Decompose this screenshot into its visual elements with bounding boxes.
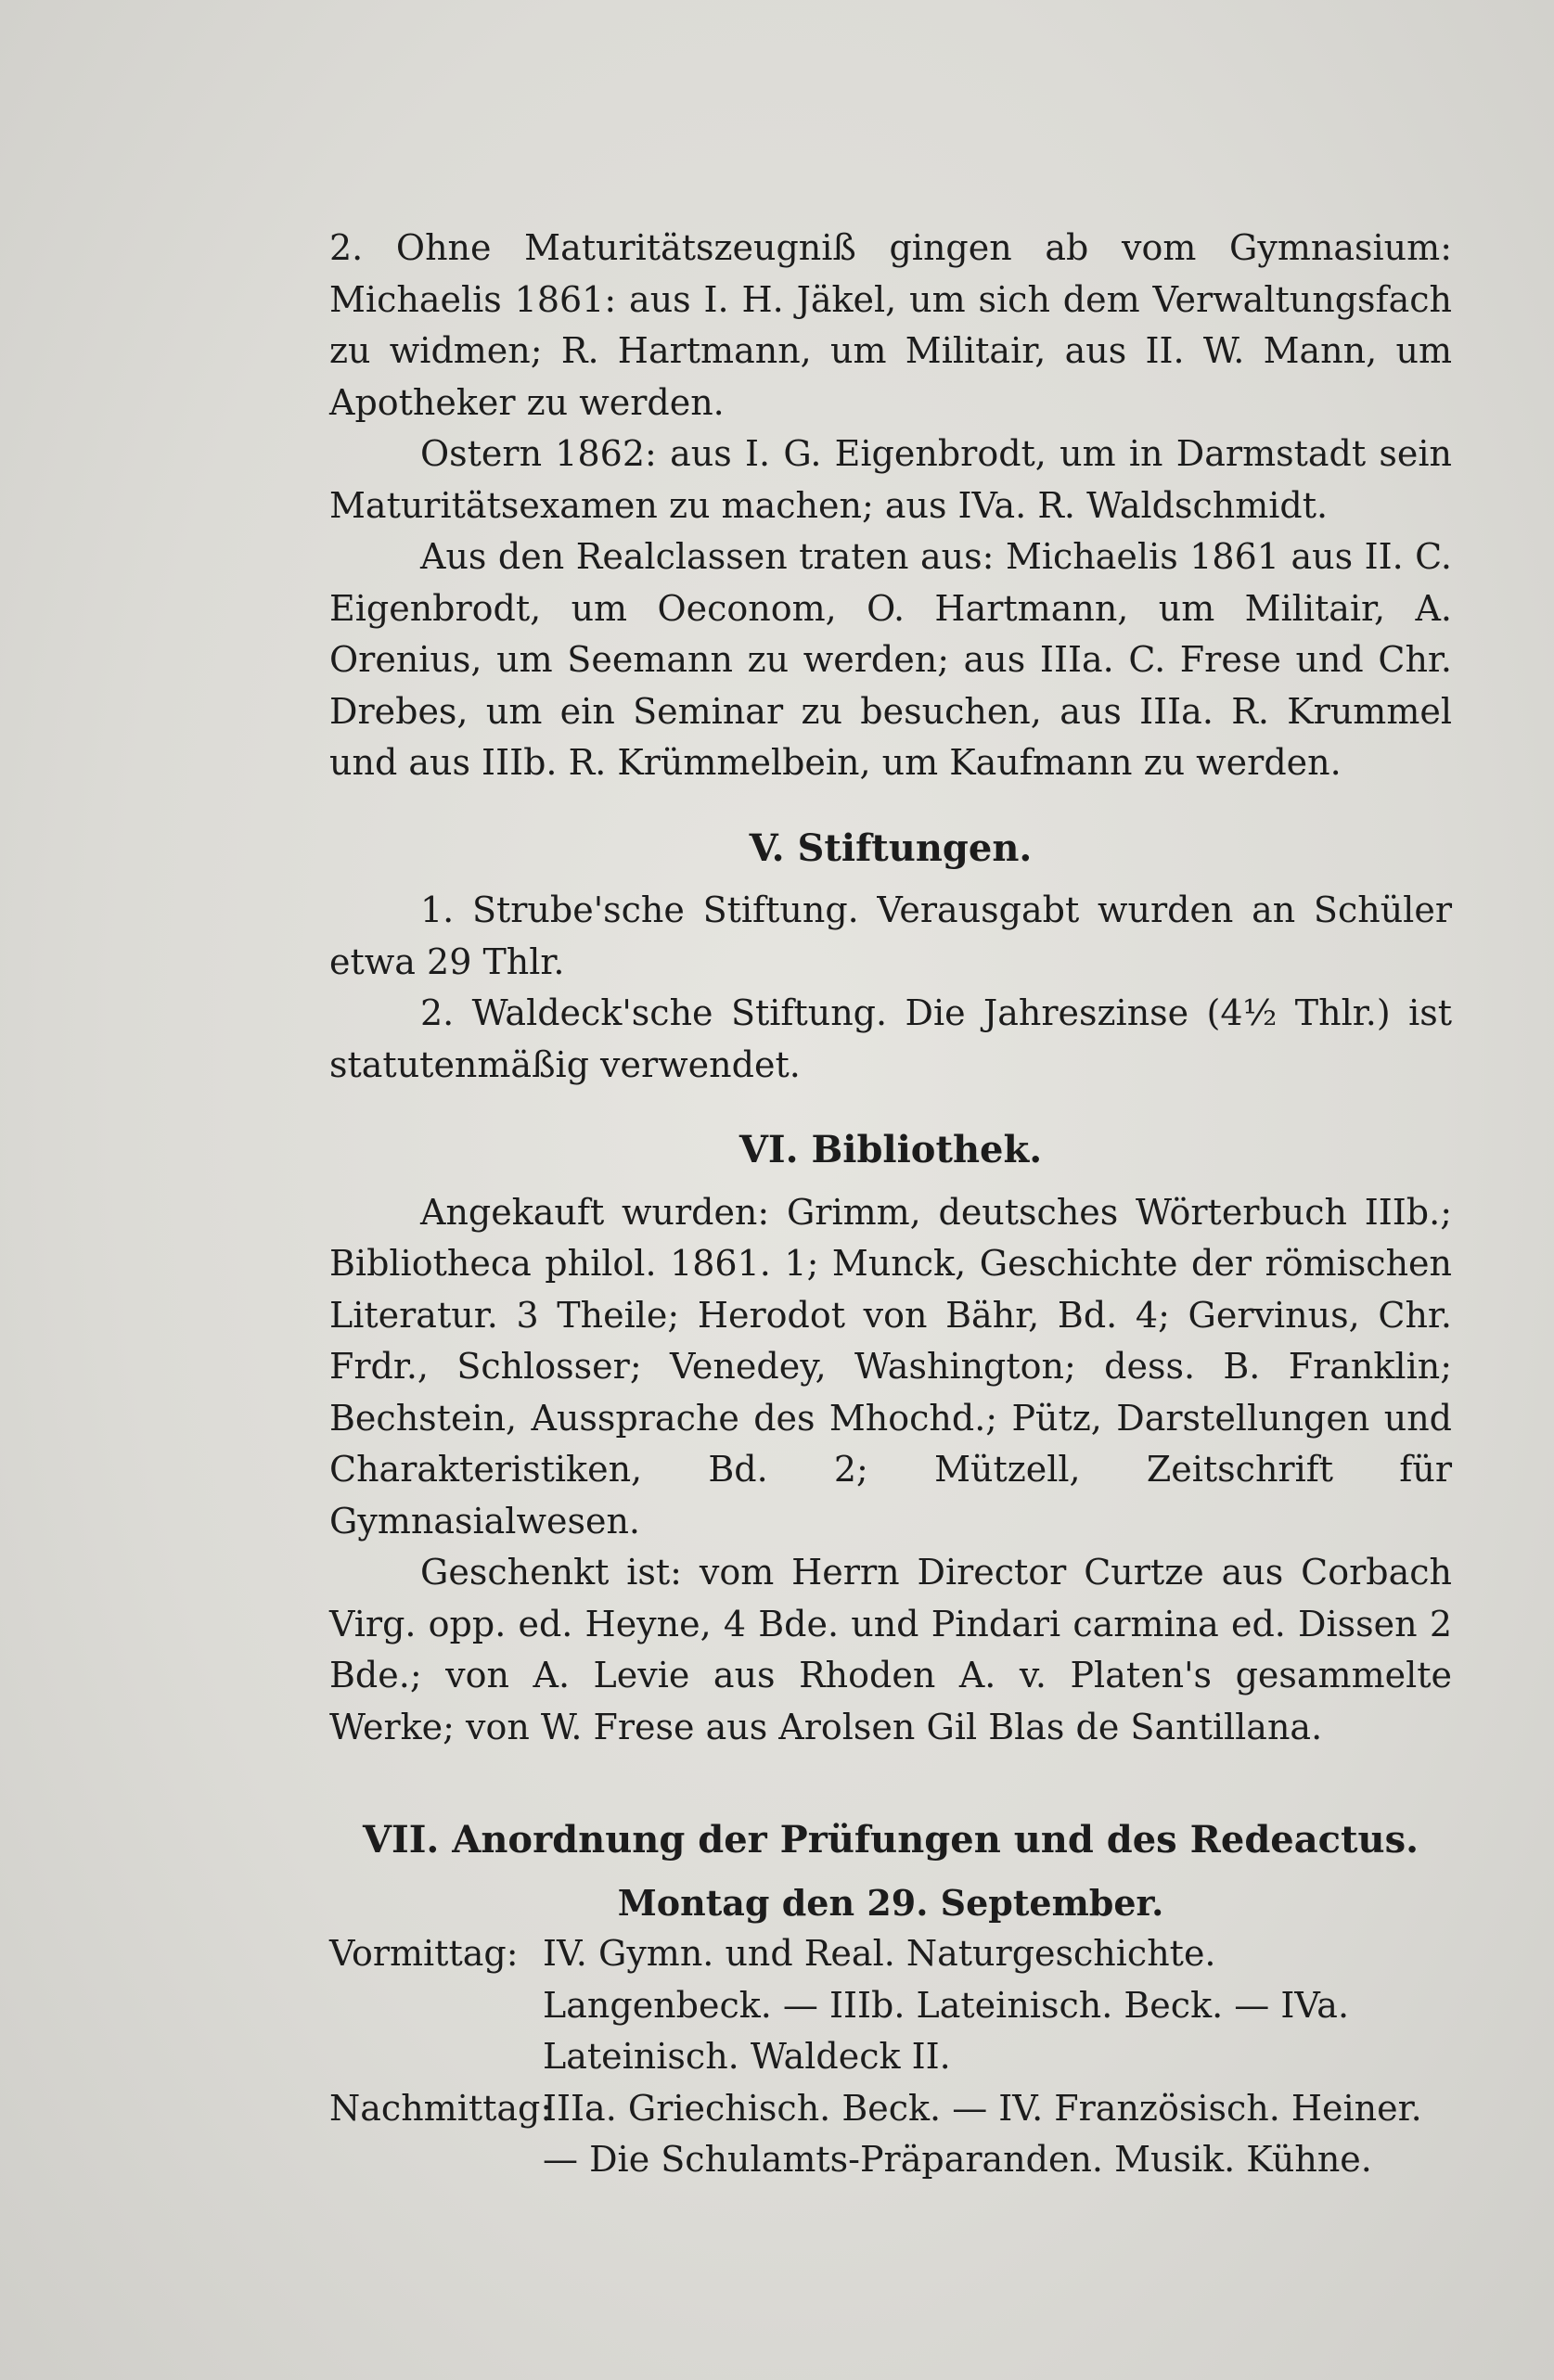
schedule-label-afternoon: Nachmittag: [329, 2087, 553, 2129]
schedule-label-morning: Vormittag: [329, 1933, 519, 1974]
paragraph-geschenkt: Geschenkt ist: vom Herrn Director Curtze aus Corbach Virg. opp. ed. Heyne, 4 Bde. und Pindari carmina ed. Dissen 2 Bde.; von A. Levie aus Rhoden A. v. Platen's gesammelte Werke; von W. Frese aus Arolsen Gil Blas de Santillana. [329, 1552, 1452, 1747]
paragraph-strube-stiftung: 1. Strube'sche Stiftung. Verausgabt wurden an Schüler etwa 29 Thlr. [329, 889, 1452, 982]
heading-stiftungen: V. Stiftungen. [749, 825, 1033, 870]
paragraph-easter-1862: Ostern 1862: aus I. G. Eigenbrodt, um in Darmstadt sein Maturitätsexamen zu machen; aus IVa. R. Waldschmidt. [329, 433, 1452, 526]
schedule-afternoon [329, 2083, 1452, 2186]
paragraph-maturity-leavers: 2. Ohne Maturitätszeugniß gingen ab vom Gymnasium: Michaelis 1861: aus I. H. Jäkel, um sich dem Verwaltungsfach zu widmen; R. Hartmann, um Militair, aus II. W. Mann, um Apotheker zu werden. [329, 227, 1452, 423]
heading-bibliothek: VI. Bibliothek. [738, 1128, 1043, 1171]
schedule-text-afternoon: IIIa. Griechisch. Beck. — IV. Französisch. Heiner. — Die Schulamts-Präparanden. Musik. Kühne. [543, 2087, 1422, 2180]
schedule-morning [329, 1928, 1452, 2083]
spacer [329, 1753, 1452, 1781]
schedule-text-morning: IV. Gymn. und Real. Naturgeschichte. Langenbeck. — IIIb. Lateinisch. Beck. — IVa. Lateinisch. Waldeck II. [543, 1933, 1350, 2077]
heading-pruefungen: VII. Anordnung der Prüfungen und des Redeactus. [362, 1818, 1419, 1862]
text-column [329, 223, 1452, 2186]
paragraph-angekauft: Angekauft wurden: Grimm, deutsches Wörterbuch IIIb.; Bibliotheca philol. 1861. 1; Munck, Geschichte der römischen Literatur. 3 Theile; Herodot von Bähr, Bd. 4; Gervinus, Chr. Frdr., Schlosser; Venedey, Washington; dess. B. Franklin; Bechstein, Aussprache des Mhochd.; Pütz, Darstellungen und Charakteristiken, Bd. 2; Mützell, Zeitschrift für Gymnasialwesen. [329, 1191, 1452, 1542]
schedule-date: Montag den 29. September. [617, 1881, 1164, 1924]
paragraph-realclassen: Aus den Realclassen traten aus: Michaelis 1861 aus II. C. Eigenbrodt, um Oeconom, O. Hartmann, um Militair, A. Orenius, um Seemann zu werden; aus IIIa. C. Frese und Chr. Drebes, um ein Seminar zu besuchen, aus IIIa. R. Krummel und aus IIIb. R. Krümmelbein, um Kaufmann zu werden. [329, 536, 1452, 783]
paragraph-waldeck-stiftung: 2. Waldeck'sche Stiftung. Die Jahreszinse (4½ Thlr.) ist statutenmäßig verwendet. [329, 992, 1452, 1085]
